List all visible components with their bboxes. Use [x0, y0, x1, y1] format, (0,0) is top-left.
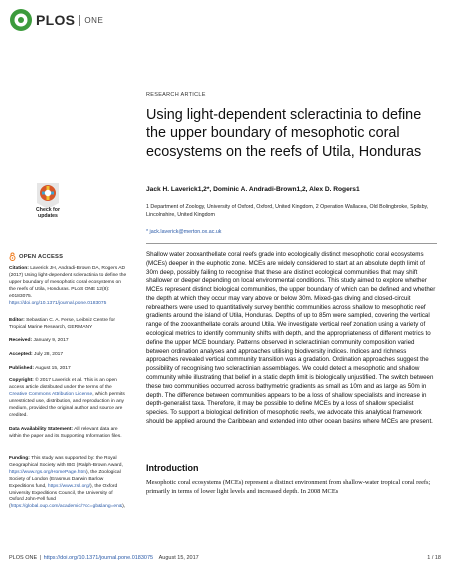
citation-block [9, 266, 127, 307]
editor-text: Sebastian C. A. Ferse, Leibniz Centre for Tropical Marine Research, GERMANY [9, 318, 116, 330]
crossmark-line-2: updates [38, 212, 58, 219]
footer-date: August 15, 2017 [158, 555, 199, 561]
accepted-date: July 28, 2017 [34, 352, 64, 357]
footer-separator: | [39, 555, 42, 561]
funding-block [9, 456, 127, 511]
plos-brand-name: PLOS [36, 12, 76, 28]
copyright-text-2: , which permits unrestricted use, distribution, and reproduction in any medium, provided the original author and source are credited. [9, 391, 125, 418]
oup-link[interactable]: https://global.oup.com/academic/?cc=gb&lang=en& [10, 504, 123, 510]
accepted-label: Accepted: [9, 352, 33, 357]
introduction-text: Mesophotic coral ecosystems (MCEs) represent a distinct environment from shallow-water tropical coral reefs; primarily in terms of lower light levels and increased depth. In 2008 MCEs [146, 479, 431, 496]
zsl-link[interactable]: https://www.zsl.org/ [47, 483, 91, 489]
copyright-block [9, 378, 127, 419]
editor-block [9, 318, 127, 332]
received-block [9, 338, 127, 345]
published-date: August 15, 2017 [35, 366, 71, 371]
logo-divider [79, 15, 80, 26]
cc-license-link[interactable]: Creative Commons Attribution License [9, 391, 93, 397]
received-label: Received: [9, 338, 33, 343]
open-access-badge [9, 252, 127, 261]
page-number: 1 / 18 [427, 555, 441, 561]
funding-text-2: ), the Zoological Society of London (Erasmus Darwin Barlow Expeditions fund, [9, 469, 121, 489]
footer-citation [9, 555, 200, 561]
funding-text-4: ), [122, 504, 126, 510]
article-type-label: RESEARCH ARTICLE [146, 92, 206, 98]
copyright-text-1: © 2017 Laverick et al. This is an open access article distributed under the terms of the [9, 378, 117, 390]
header-divider [146, 243, 437, 244]
funding-label: Funding: [9, 456, 30, 461]
footer-journal: PLOS ONE [9, 555, 38, 561]
journal-name: ONE [84, 15, 104, 25]
footer-doi-link[interactable]: https://doi.org/10.1371/journal.pone.0183075 [43, 555, 154, 561]
published-block [9, 366, 127, 373]
citation-label: Citation: [9, 266, 29, 271]
copyright-label: Copyright: [9, 378, 34, 383]
crossmark-line-1: Check for [36, 207, 60, 213]
introduction-heading: Introduction [146, 463, 199, 473]
rgs-link[interactable]: https://www.rgs.org/HomePage.htm [9, 469, 86, 475]
abstract-text: Shallow water zooxanthellate coral reefs grade into ecologically distinct mesophotic coral ecosystems (MCEs) deeper in the euphotic zone. MCEs are widely considered to start at an absolute depth limit of 30m deep, possibly failing to recognise that these are distinct ecological communities that may shift shallower or deeper depending on local environmental conditions. This study aimed to explore whether MCEs represent distinct biological communities, the upper boundary of which can be defined and whether the depth at which they occur may vary above or below 30m. Mixed-gas diving and closed-circuit rebreathers were used to quantitatively survey benthic communities across shallow to mesophotic reef gradients around the island of Utila, Honduras. Depths of up to 85m were sampled, covering the vertical range of the zooxanthellate corals around Utila. We investigate vertical reef zonation using a variety of ecological metrics to identify community shifts with depth, and the appropriateness of different metrics to define the upper MCE boundary. Patterns observed in scleractinian community composition varied between ordination analyses and approaches utilising biodiversity indices. Indices and richness approaches revealed vertical community transition was a gradation. Ordination approaches suggest the possibility of recognising two scleractinian assemblages. We could detect a mesophotic and shallow community while illustrating that belief in a static depth limit is biologically unjustified. The switch between these two communities occurred across bathymetric gradients as small as 10m and as large as 50m in depth. The difference between communities appears to be a loss of shallow specialists and increase in depth-generalist taxa. Therefore, it may be possible to define MCEs by a loss of shallow specialist species. To support a biological definition of mesophotic reefs, we advocate this analytical framework should be applied around the Caribbean and extended into other ocean basins where MCEs are present. [146, 251, 436, 425]
funding-text-3: ), the Oxford University Expeditions Council, the University of Oxford John-Fell fund ( [9, 483, 118, 510]
published-label: Published: [9, 366, 34, 371]
data-availability-block [9, 427, 127, 441]
funding-text-1: This study was supported by: the Royal Geographical Society with IBG (Ralph-Brown Award, [9, 456, 123, 468]
author-affiliations: 1 Department of Zoology, University of Oxford, Oxford, United Kingdom, 2 Operation Wallacea, Old Bolingbroke, Spilsby, Lincolnshire, United Kingdom [146, 204, 429, 218]
citation-text: Laverick JH, Andradi-Brown DA, Rogers AD (2017) Using light-dependent scleractinia to define the upper boundary of mesophotic coral ecosystems on the reefs of Utila, Honduras. PLoS ONE 12(8): e0183075. [9, 266, 127, 299]
plos-logo-mark-icon [9, 8, 33, 32]
corresponding-email-link[interactable]: * jack.laverick@merton.ox.ac.uk [146, 229, 222, 235]
open-lock-icon [9, 252, 16, 261]
article-title: Using light-dependent scleractinia to define the upper boundary of mesophotic coral ecosystems on the reefs of Utila, Honduras [146, 107, 422, 160]
check-for-updates-label [27, 208, 69, 219]
editor-label: Editor: [9, 318, 25, 323]
data-availability-label: Data Availability Statement: [9, 427, 74, 432]
accepted-block [9, 352, 127, 359]
citation-doi-link[interactable]: https://doi.org/10.1371/journal.pone.0183075 [9, 300, 107, 306]
plos-one-logo[interactable] [9, 8, 103, 32]
data-availability-text: All relevant data are within the paper and its Supporting Information files. [9, 427, 122, 439]
author-list: Jack H. Laverick1,2*, Dominic A. Andradi-Brown1,2, Alex D. Rogers1 [146, 186, 360, 193]
open-access-label: OPEN ACCESS [19, 253, 64, 260]
received-date: January 9, 2017 [33, 338, 69, 343]
page-footer [9, 555, 441, 561]
